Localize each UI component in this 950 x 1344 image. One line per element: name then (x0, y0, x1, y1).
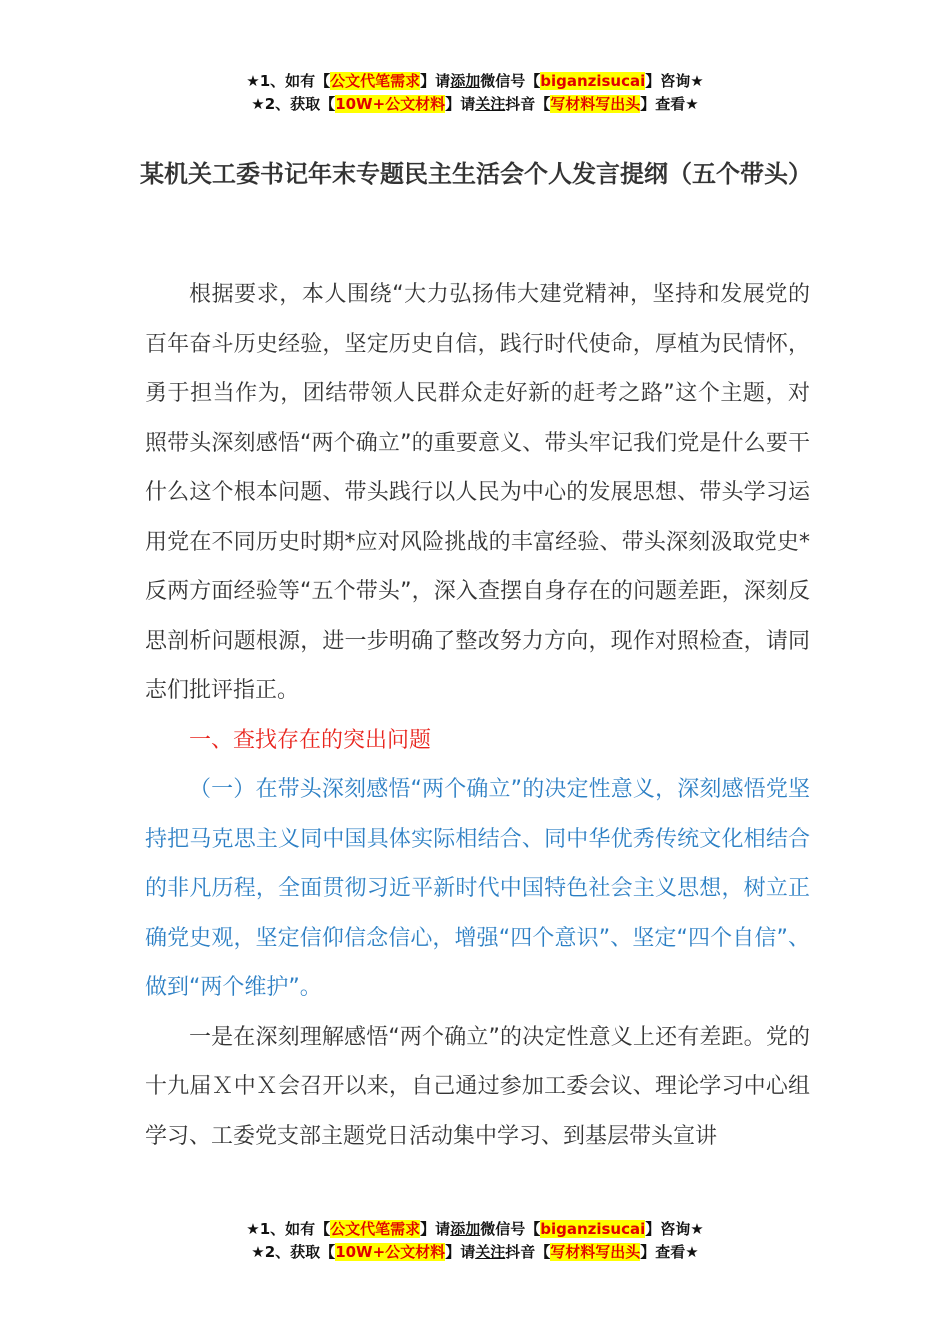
promo-line-1: ★1、如有【公文代笔需求】请添加微信号【biganzisucai】咨询★ (246, 1220, 704, 1238)
intro-paragraph: 根据要求，本人围绕“大力弘扬伟大建党精神，坚持和发展党的百年奋斗历史经验，坚定历史自信，践行时代使命，厚植为民情怀，勇于担当作为，团结带领人民群众走好新的赶考之路”这个主题，对照带头深刻感悟“两个确立”的重要意义、带头牢记我们党是什么要干什么这个根本问题、带头践行以人民为中心的发展思想、带头学习运用党在不同历史时期*应对风险挑战的丰富经验、带头深刻汲取党史*反两方面经验等“五个带头”，深入查摆自身存在的问题差距，深刻反思剖析问题根源，进一步明确了整改努力方向，现作对照检查，请同志们批评指正。 (145, 282, 810, 703)
promo-line-2: ★2、获取【10W+公文材料】请关注抖音【写材料写出头】查看★ (251, 1243, 699, 1261)
document-body (145, 270, 810, 1161)
body-paragraph-1: 一是在深刻理解感悟“两个确立”的决定性意义上还有差距。党的十九届Ｘ中Ｘ会召开以来，自己通过参加工委会议、理论学习中心组学习、工委党支部主题党日活动集中学习、到基层带头宣讲 (145, 1024, 810, 1149)
promo-line-2: ★2、获取【10W+公文材料】请关注抖音【写材料写出头】查看★ (251, 95, 699, 113)
subsection-heading-1: （一）在带头深刻感悟“两个确立”的决定性意义，深刻感悟党坚持把马克思主义同中国具体实际相结合、同中华优秀传统文化相结合的非凡历程，全面贯彻习近平新时代中国特色社会主义思想，树立正确党史观，坚定信仰信念信心，增强“四个意识”、坚定“四个自信”、做到“两个维护”。 (145, 777, 810, 1000)
promo-footer (0, 1218, 950, 1264)
highlight-douyin: 写材料写出头 (550, 95, 641, 113)
highlight-materials: 10W+公文材料 (335, 95, 446, 113)
highlight-douyin: 写材料写出头 (550, 1243, 641, 1261)
document-title: 某机关工委书记年末专题民主生活会个人发言提纲（五个带头） (140, 160, 812, 188)
highlight-wechat-id: biganzisucai (540, 1220, 646, 1238)
highlight-wechat-id: biganzisucai (540, 72, 646, 90)
highlight-service: 公文代笔需求 (330, 72, 421, 90)
promo-header (0, 70, 950, 116)
promo-line-1: ★1、如有【公文代笔需求】请添加微信号【biganzisucai】咨询★ (246, 72, 704, 90)
highlight-materials: 10W+公文材料 (335, 1243, 446, 1261)
section-heading-1: 一、查找存在的突出问题 (189, 727, 432, 753)
highlight-service: 公文代笔需求 (330, 1220, 421, 1238)
